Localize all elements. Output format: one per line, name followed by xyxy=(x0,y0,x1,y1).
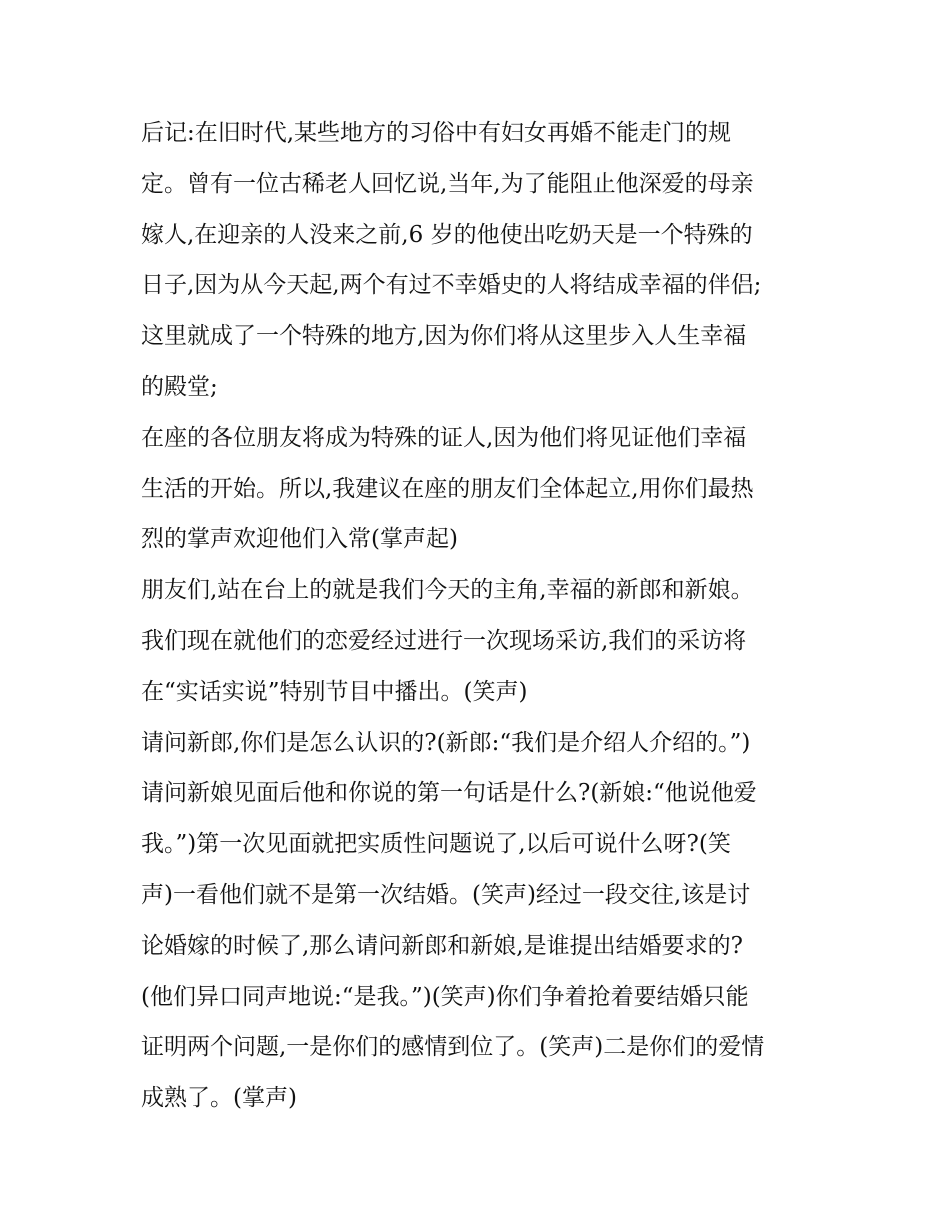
text-line: 烈的掌声欢迎他们入常(掌声起) xyxy=(141,526,458,553)
text-line: (他们异口同声地说:“是我。”)(笑声)你们争着抢着要结婚只能 xyxy=(141,983,749,1010)
text-line: 这里就成了一个特殊的地方,因为你们将从这里步入人生幸福 xyxy=(141,323,747,350)
text-line: 在“实话实说”特别节目中播出。(笑声) xyxy=(141,678,528,705)
text-line: 生活的开始。所以,我建议在座的朋友们全体起立,用你们最热 xyxy=(141,475,754,502)
text-line: 论婚嫁的时候了,那么请问新郎和新娘,是谁提出结婚要求的? xyxy=(141,932,743,959)
text-line: 在座的各位朋友将成为特殊的证人,因为他们将见证他们幸福 xyxy=(141,424,747,451)
text-line: 请问新娘见面后他和你说的第一句话是什么?(新娘:“他说他爱 xyxy=(141,780,757,807)
text-line: 成熟了。(掌声) xyxy=(141,1085,297,1112)
text-line: 证明两个问题,一是你们的感情到位了。(笑声)二是你们的爱情 xyxy=(141,1034,765,1061)
text-line: 嫁人,在迎亲的人没来之前,6 岁的他使出吃奶天是一个特殊的 xyxy=(141,221,753,248)
text-line: 的殿堂; xyxy=(141,373,218,400)
text-line: 定。曾有一位古稀老人回忆说,当年,为了能阻止他深爱的母亲 xyxy=(141,170,754,197)
text-line: 请问新郎,你们是怎么认识的?(新郎:“我们是介绍人介绍的。”) xyxy=(141,729,751,756)
text-line: 我。”)第一次见面就把实质性问题说了,以后可说什么呀?(笑 xyxy=(141,831,731,858)
text-line: 声)一看他们就不是第一次结婚。(笑声)经过一段交往,该是讨 xyxy=(141,881,751,908)
text-line: 朋友们,站在台上的就是我们今天的主角,幸福的新郎和新娘。 xyxy=(141,577,754,604)
text-line: 后记:在旧时代,某些地方的习俗中有妇女再婚不能走门的规 xyxy=(141,120,732,146)
text-line: 我们现在就他们的恋爱经过进行一次现场采访,我们的采访将 xyxy=(141,627,747,654)
text-line: 日子,因为从今天起,两个有过不幸婚史的人将结成幸福的伴侣; xyxy=(141,272,762,299)
document-body xyxy=(141,108,821,1124)
